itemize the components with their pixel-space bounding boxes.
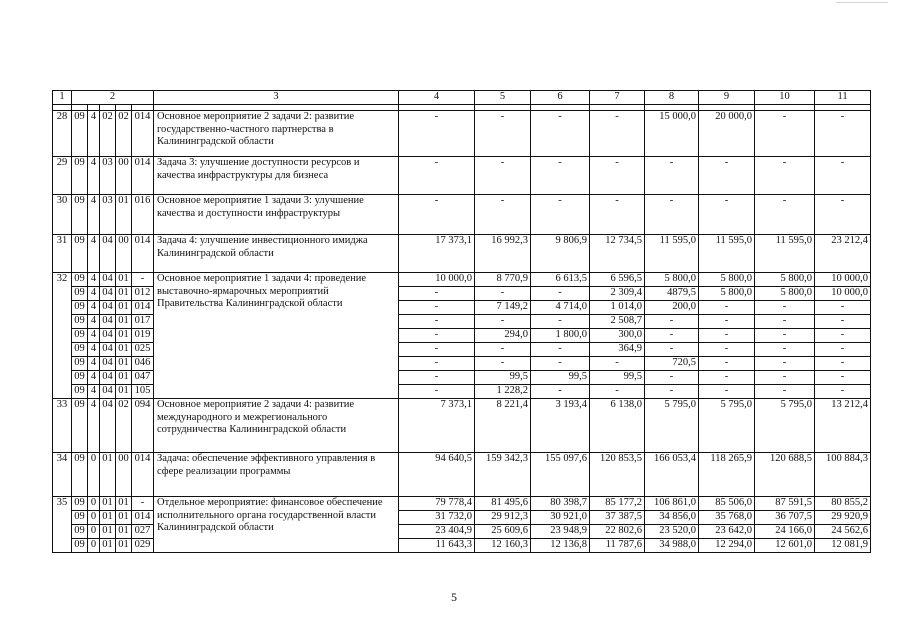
code-cell: 4 — [88, 156, 100, 194]
code-cell: 00 — [116, 452, 132, 496]
code-cell: 0 — [88, 496, 100, 510]
value-cell: - — [475, 110, 531, 156]
code-cell: 09 — [72, 510, 88, 524]
code-cell: 01 — [100, 524, 116, 538]
value-cell: - — [590, 356, 645, 370]
value-cell: - — [399, 384, 475, 398]
value-cell: - — [475, 286, 531, 300]
value-cell: 12 081,9 — [815, 538, 871, 552]
code-cell: 00 — [116, 234, 132, 272]
row-description: Задача 4: улучшение инвестиционного имиджа Калининградской области — [154, 234, 399, 272]
value-cell: 1 800,0 — [531, 328, 590, 342]
code-cell: 4 — [88, 384, 100, 398]
code-cell: 09 — [72, 156, 88, 194]
value-cell: 5 795,0 — [645, 398, 699, 452]
code-cell: 4 — [88, 342, 100, 356]
code-cell: 04 — [100, 272, 116, 286]
row-description: Основное мероприятие 2 задачи 4: развитие международного и межрегионального сотрудничества Калининградской области — [154, 398, 399, 452]
value-cell: - — [399, 342, 475, 356]
code-cell: 01 — [116, 286, 132, 300]
value-cell: - — [531, 384, 590, 398]
value-cell: 30 921,0 — [531, 510, 590, 524]
code-cell: 027 — [132, 524, 154, 538]
value-cell: 12 160,3 — [475, 538, 531, 552]
scan-edge-mark — [836, 2, 888, 8]
code-cell: 09 — [72, 524, 88, 538]
value-cell: - — [699, 384, 755, 398]
code-cell: 04 — [100, 384, 116, 398]
value-cell: 3 193,4 — [531, 398, 590, 452]
code-cell: 4 — [88, 300, 100, 314]
row-number: 30 — [53, 194, 72, 234]
value-cell: 29 912,3 — [475, 510, 531, 524]
code-cell: 01 — [116, 370, 132, 384]
value-cell: 100 884,3 — [815, 452, 871, 496]
code-cell: 014 — [132, 300, 154, 314]
code-cell: 4 — [88, 110, 100, 156]
code-cell: 04 — [100, 370, 116, 384]
value-cell: 166 053,4 — [645, 452, 699, 496]
value-cell: 87 591,5 — [755, 496, 815, 510]
value-cell: - — [645, 314, 699, 328]
code-cell: 04 — [100, 234, 116, 272]
value-cell: - — [645, 370, 699, 384]
value-cell: 12 136,8 — [531, 538, 590, 552]
value-cell: 23 948,9 — [531, 524, 590, 538]
value-cell: - — [399, 370, 475, 384]
code-cell: 09 — [72, 370, 88, 384]
value-cell: 10 000,0 — [815, 286, 871, 300]
header-cell-2: 2 — [72, 91, 154, 105]
value-cell: 13 212,4 — [815, 398, 871, 452]
code-cell: 09 — [72, 496, 88, 510]
code-cell: 04 — [100, 286, 116, 300]
value-cell: 31 732,0 — [399, 510, 475, 524]
value-cell: 6 613,5 — [531, 272, 590, 286]
header-cell-6: 6 — [531, 91, 590, 105]
value-cell: 12 294,0 — [699, 538, 755, 552]
code-cell: 09 — [72, 234, 88, 272]
code-cell: 01 — [116, 314, 132, 328]
value-cell: 5 800,0 — [755, 272, 815, 286]
header-cell-11: 11 — [815, 91, 871, 105]
value-cell: - — [475, 156, 531, 194]
value-cell: 24 562,6 — [815, 524, 871, 538]
value-cell: 1 228,2 — [475, 384, 531, 398]
code-cell: 01 — [116, 524, 132, 538]
code-cell: 02 — [100, 110, 116, 156]
value-cell: 5 800,0 — [645, 272, 699, 286]
value-cell: 35 768,0 — [699, 510, 755, 524]
value-cell: - — [755, 356, 815, 370]
value-cell: - — [755, 194, 815, 234]
code-cell: 01 — [116, 384, 132, 398]
code-cell: 094 — [132, 398, 154, 452]
value-cell: 5 795,0 — [755, 398, 815, 452]
value-cell: - — [755, 314, 815, 328]
value-cell: 6 596,5 — [590, 272, 645, 286]
value-cell: - — [699, 300, 755, 314]
value-cell: 120 688,5 — [755, 452, 815, 496]
value-cell: - — [531, 110, 590, 156]
code-cell: 01 — [116, 342, 132, 356]
value-cell: - — [645, 328, 699, 342]
value-cell: 300,0 — [590, 328, 645, 342]
code-cell: 0 — [88, 524, 100, 538]
table-row — [53, 234, 871, 272]
table-body — [53, 91, 871, 553]
code-cell: 4 — [88, 370, 100, 384]
value-cell: - — [475, 194, 531, 234]
row-number: 32 — [53, 272, 72, 398]
value-cell: 11 595,0 — [755, 234, 815, 272]
value-cell: - — [645, 384, 699, 398]
code-cell: 01 — [100, 452, 116, 496]
code-cell: 014 — [132, 156, 154, 194]
value-cell: 5 795,0 — [699, 398, 755, 452]
value-cell: 23 212,4 — [815, 234, 871, 272]
value-cell: 294,0 — [475, 328, 531, 342]
value-cell: 94 640,5 — [399, 452, 475, 496]
table-row — [53, 272, 871, 286]
code-cell: 014 — [132, 110, 154, 156]
code-cell: 016 — [132, 194, 154, 234]
code-cell: 01 — [116, 328, 132, 342]
value-cell: 4 714,0 — [531, 300, 590, 314]
row-description: Задача 3: улучшение доступности ресурсов и качества инфраструктуры для бизнеса — [154, 156, 399, 194]
value-cell: 24 166,0 — [755, 524, 815, 538]
value-cell: - — [399, 286, 475, 300]
value-cell: 8 770,9 — [475, 272, 531, 286]
table-row — [53, 496, 871, 510]
value-cell: 118 265,9 — [699, 452, 755, 496]
value-cell: 10 000,0 — [399, 272, 475, 286]
value-cell: 80 855,2 — [815, 496, 871, 510]
value-cell: 2 508,7 — [590, 314, 645, 328]
value-cell: 11 787,6 — [590, 538, 645, 552]
row-number: 35 — [53, 496, 72, 552]
value-cell: 10 000,0 — [815, 272, 871, 286]
value-cell: 4879,5 — [645, 286, 699, 300]
code-cell: 047 — [132, 370, 154, 384]
value-cell: - — [755, 342, 815, 356]
value-cell: - — [815, 194, 871, 234]
code-cell: 01 — [100, 510, 116, 524]
value-cell: 720,5 — [645, 356, 699, 370]
code-cell: - — [132, 496, 154, 510]
code-cell: 02 — [116, 110, 132, 156]
value-cell: 23 642,0 — [699, 524, 755, 538]
value-cell: - — [815, 342, 871, 356]
page-number: 5 — [451, 590, 457, 604]
value-cell: - — [399, 328, 475, 342]
table-row — [53, 110, 871, 156]
value-cell: 99,5 — [531, 370, 590, 384]
code-cell: 02 — [116, 398, 132, 452]
code-cell: 09 — [72, 272, 88, 286]
code-cell: 04 — [100, 342, 116, 356]
value-cell: 80 398,7 — [531, 496, 590, 510]
code-cell: 0 — [88, 452, 100, 496]
value-cell: - — [399, 356, 475, 370]
table-row — [53, 156, 871, 194]
row-number: 31 — [53, 234, 72, 272]
code-cell: 03 — [100, 194, 116, 234]
code-cell: 4 — [88, 286, 100, 300]
code-cell: 01 — [116, 300, 132, 314]
value-cell: - — [399, 110, 475, 156]
header-cell-7: 7 — [590, 91, 645, 105]
code-cell: 04 — [100, 356, 116, 370]
value-cell: 29 920,9 — [815, 510, 871, 524]
value-cell: 5 800,0 — [699, 286, 755, 300]
value-cell: - — [475, 342, 531, 356]
value-cell: - — [399, 300, 475, 314]
value-cell: - — [645, 194, 699, 234]
header-row — [53, 91, 871, 105]
value-cell: - — [531, 356, 590, 370]
code-cell: 105 — [132, 384, 154, 398]
value-cell: - — [531, 342, 590, 356]
value-cell: - — [645, 342, 699, 356]
code-cell: 01 — [100, 538, 116, 552]
value-cell: - — [755, 328, 815, 342]
value-cell: - — [815, 356, 871, 370]
value-cell: 5 800,0 — [699, 272, 755, 286]
row-description: Отдельное мероприятие: финансовое обеспечение исполнительного органа государственной власти Калининградской области — [154, 496, 399, 552]
header-cell-9: 9 — [699, 91, 755, 105]
code-cell: 04 — [100, 328, 116, 342]
value-cell: - — [815, 314, 871, 328]
value-cell: - — [815, 156, 871, 194]
value-cell: - — [755, 110, 815, 156]
code-cell: 09 — [72, 398, 88, 452]
value-cell: - — [531, 286, 590, 300]
code-cell: 09 — [72, 300, 88, 314]
code-cell: 046 — [132, 356, 154, 370]
value-cell: 37 387,5 — [590, 510, 645, 524]
header-cell-3: 3 — [154, 91, 399, 105]
value-cell: - — [699, 314, 755, 328]
value-cell: 8 221,4 — [475, 398, 531, 452]
value-cell: 11 595,0 — [645, 234, 699, 272]
code-cell: 4 — [88, 328, 100, 342]
code-cell: 09 — [72, 342, 88, 356]
value-cell: - — [531, 194, 590, 234]
row-number: 33 — [53, 398, 72, 452]
value-cell: - — [815, 370, 871, 384]
header-cell-10: 10 — [755, 91, 815, 105]
value-cell: 79 778,4 — [399, 496, 475, 510]
code-cell: 4 — [88, 194, 100, 234]
value-cell: - — [699, 356, 755, 370]
value-cell: 34 856,0 — [645, 510, 699, 524]
value-cell: 85 506,0 — [699, 496, 755, 510]
value-cell: 5 800,0 — [755, 286, 815, 300]
value-cell: - — [815, 110, 871, 156]
code-cell: 4 — [88, 398, 100, 452]
value-cell: 25 609,6 — [475, 524, 531, 538]
code-cell: 09 — [72, 356, 88, 370]
code-cell: 09 — [72, 452, 88, 496]
value-cell: - — [755, 156, 815, 194]
row-description: Основное мероприятие 1 задачи 3: улучшение качества и доступности инфраструктуры — [154, 194, 399, 234]
code-cell: 03 — [100, 156, 116, 194]
value-cell: - — [531, 156, 590, 194]
value-cell: - — [755, 300, 815, 314]
value-cell: - — [815, 328, 871, 342]
code-cell: 01 — [116, 194, 132, 234]
row-number: 29 — [53, 156, 72, 194]
value-cell: 11 595,0 — [699, 234, 755, 272]
value-cell: 7 373,1 — [399, 398, 475, 452]
value-cell: 99,5 — [475, 370, 531, 384]
code-cell: 09 — [72, 328, 88, 342]
value-cell: - — [475, 314, 531, 328]
code-cell: 014 — [132, 452, 154, 496]
code-cell: 014 — [132, 234, 154, 272]
value-cell: - — [399, 156, 475, 194]
value-cell: - — [590, 194, 645, 234]
table-row — [53, 452, 871, 496]
value-cell: - — [699, 342, 755, 356]
code-cell: 09 — [72, 314, 88, 328]
code-cell: 01 — [116, 356, 132, 370]
row-description: Основное мероприятие 1 задачи 4: проведение выставочно-ярмарочных мероприятий Правительства Калининградской области — [154, 272, 399, 398]
header-cell-8: 8 — [645, 91, 699, 105]
value-cell: 2 309,4 — [590, 286, 645, 300]
code-cell: 01 — [116, 538, 132, 552]
code-cell: 09 — [72, 538, 88, 552]
value-cell: - — [699, 370, 755, 384]
code-cell: 029 — [132, 538, 154, 552]
budget-table — [52, 90, 871, 553]
code-cell: 01 — [100, 496, 116, 510]
row-number: 34 — [53, 452, 72, 496]
code-cell: 025 — [132, 342, 154, 356]
header-cell-1: 1 — [53, 91, 72, 105]
value-cell: 36 707,5 — [755, 510, 815, 524]
code-cell: 04 — [100, 314, 116, 328]
value-cell: - — [815, 300, 871, 314]
value-cell: 364,9 — [590, 342, 645, 356]
code-cell: 4 — [88, 356, 100, 370]
value-cell: 17 373,1 — [399, 234, 475, 272]
code-cell: 017 — [132, 314, 154, 328]
value-cell: 155 097,6 — [531, 452, 590, 496]
value-cell: 23 404,9 — [399, 524, 475, 538]
table-row — [53, 398, 871, 452]
row-number: 28 — [53, 110, 72, 156]
value-cell: 12 734,5 — [590, 234, 645, 272]
value-cell: 106 861,0 — [645, 496, 699, 510]
value-cell: 15 000,0 — [645, 110, 699, 156]
code-cell: 01 — [116, 272, 132, 286]
value-cell: 99,5 — [590, 370, 645, 384]
value-cell: 16 992,3 — [475, 234, 531, 272]
value-cell: - — [699, 156, 755, 194]
value-cell: - — [699, 328, 755, 342]
value-cell: 120 853,5 — [590, 452, 645, 496]
value-cell: 7 149,2 — [475, 300, 531, 314]
code-cell: 09 — [72, 286, 88, 300]
code-cell: 012 — [132, 286, 154, 300]
value-cell: 85 177,2 — [590, 496, 645, 510]
table-row — [53, 194, 871, 234]
value-cell: 23 520,0 — [645, 524, 699, 538]
value-cell: 34 988,0 — [645, 538, 699, 552]
code-cell: 014 — [132, 510, 154, 524]
value-cell: 1 014,0 — [590, 300, 645, 314]
code-cell: 0 — [88, 538, 100, 552]
value-cell: 6 138,0 — [590, 398, 645, 452]
code-cell: 09 — [72, 384, 88, 398]
row-description: Задача: обеспечение эффективного управления в сфере реализации программы — [154, 452, 399, 496]
value-cell: - — [531, 314, 590, 328]
code-cell: 019 — [132, 328, 154, 342]
code-cell: 00 — [116, 156, 132, 194]
code-cell: 0 — [88, 510, 100, 524]
code-cell: 09 — [72, 110, 88, 156]
header-cell-4: 4 — [399, 91, 475, 105]
value-cell: 22 802,6 — [590, 524, 645, 538]
value-cell: 159 342,3 — [475, 452, 531, 496]
code-cell: - — [132, 272, 154, 286]
code-cell: 04 — [100, 398, 116, 452]
value-cell: - — [399, 314, 475, 328]
value-cell: - — [815, 384, 871, 398]
value-cell: - — [590, 384, 645, 398]
value-cell: 12 601,0 — [755, 538, 815, 552]
value-cell: - — [590, 110, 645, 156]
code-cell: 01 — [116, 510, 132, 524]
value-cell: 11 643,3 — [399, 538, 475, 552]
value-cell: 9 806,9 — [531, 234, 590, 272]
value-cell: - — [475, 356, 531, 370]
code-cell: 09 — [72, 194, 88, 234]
value-cell: 200,0 — [645, 300, 699, 314]
value-cell: 20 000,0 — [699, 110, 755, 156]
header-cell-5: 5 — [475, 91, 531, 105]
code-cell: 01 — [116, 496, 132, 510]
code-cell: 4 — [88, 272, 100, 286]
value-cell: - — [590, 156, 645, 194]
value-cell: - — [399, 194, 475, 234]
code-cell: 4 — [88, 314, 100, 328]
row-description: Основное мероприятие 2 задачи 2: развитие государственно-частного партнерства в Калининградской области — [154, 110, 399, 156]
value-cell: - — [755, 370, 815, 384]
value-cell: - — [699, 194, 755, 234]
value-cell: - — [755, 384, 815, 398]
value-cell: - — [645, 156, 699, 194]
code-cell: 04 — [100, 300, 116, 314]
code-cell: 4 — [88, 234, 100, 272]
value-cell: 81 495,6 — [475, 496, 531, 510]
